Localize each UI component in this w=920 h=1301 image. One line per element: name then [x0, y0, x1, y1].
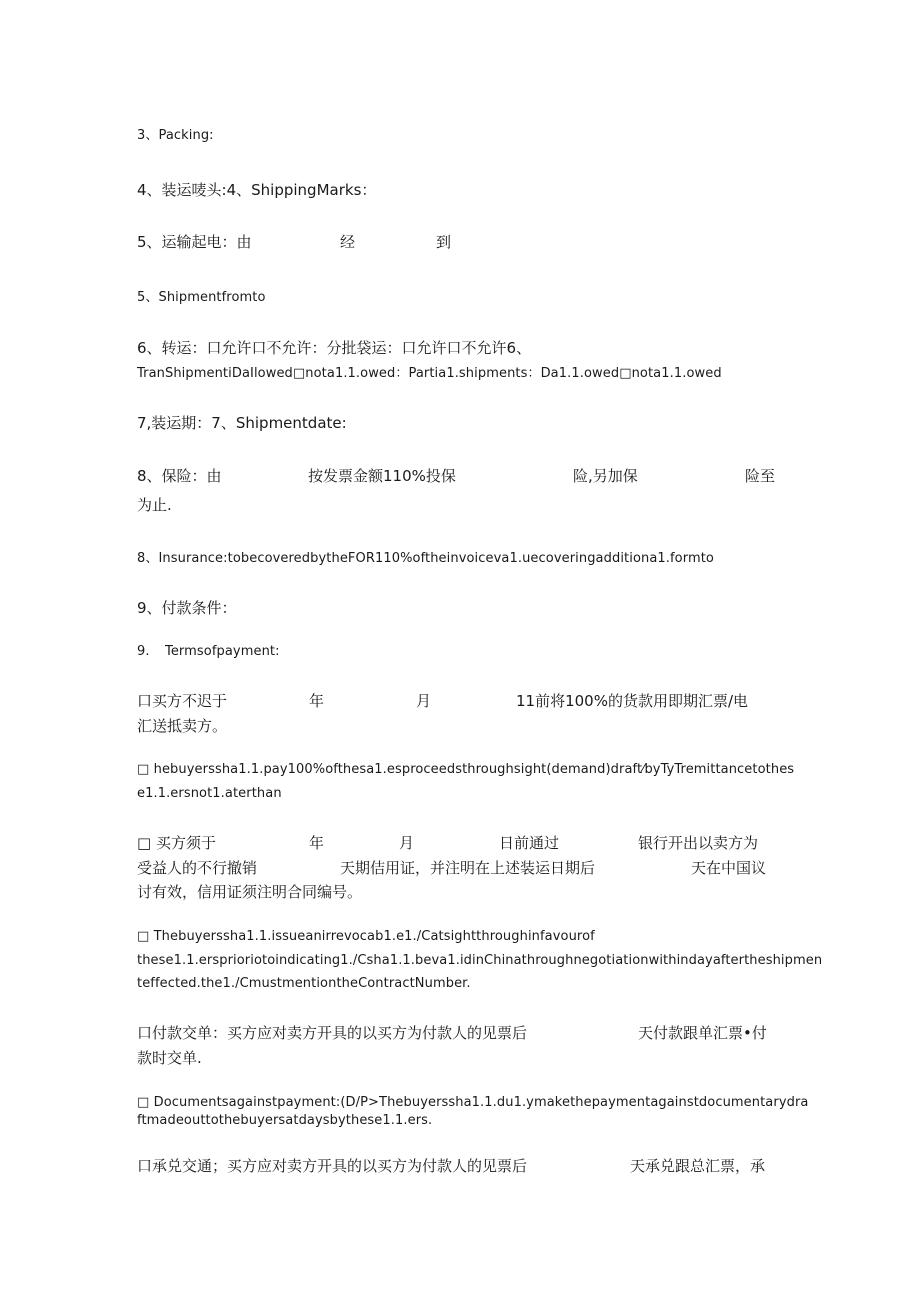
lc-valid-label: 天在中国议: [691, 859, 767, 877]
shipment-date-line: 7,装运期：7、Shipmentdate:: [137, 414, 347, 432]
lc-en-line-3: teffected.the1./CmustmentiontheContractNumber.: [137, 976, 471, 991]
transport-via-label: 经: [340, 233, 356, 251]
lc-checkbox-label: □ 买方须于: [137, 834, 216, 852]
shipment-from-line: 5、Shipmentfromto: [137, 290, 266, 305]
transport-to-label: 到: [436, 233, 452, 251]
payment-terms-zh: 9、付款条件：: [137, 599, 237, 617]
payment-terms-en: Termsofpayment:: [165, 644, 280, 659]
dp-label: 口付款交单：买方应对卖方开具的以买方为付款人的见票后: [137, 1024, 528, 1042]
lc-en-line-1: □ Thebuyerssha1.1.issueanirrevocab1.e1./Catsightthroughinfavourof: [137, 929, 595, 944]
tt-checkbox-label: 口买方不迟于: [137, 692, 228, 710]
lc-month-label: 月: [399, 834, 415, 852]
packing-line: 3、Packing:: [137, 128, 214, 143]
dp-en-line-1: □ Documentsagainstpayment:(D/P>Thebuyerssha1.1.du1.ymakethepaymentagainstdocumentarydra: [137, 1095, 809, 1110]
tt-day-label: 11前将100%的货款用即期汇票/电: [516, 692, 749, 710]
tt-zh-line: [137, 690, 797, 710]
insurance-by-label: 8、保险：由: [137, 467, 222, 485]
lc-zh-line-1: [137, 832, 797, 852]
insurance-additional-label: 险,另加保: [573, 467, 638, 485]
payment-terms-number: 9.: [137, 644, 150, 659]
dp-zh-end: 款时交单.: [137, 1049, 202, 1067]
dp-days-label: 天付款跟单汇票•付: [638, 1024, 767, 1042]
transport-from-label: 5、运输起电：由: [137, 233, 252, 251]
da-zh-line: [137, 1155, 797, 1175]
da-days-label: 天承兑跟总汇票，承: [630, 1157, 766, 1175]
insurance-until-label: 险至: [745, 467, 776, 485]
lc-year-label: 年: [309, 834, 325, 852]
lc-beneficiary-label: 受益人的不行撤销: [137, 859, 258, 877]
tt-zh-end: 汇送抵卖方。: [137, 717, 228, 735]
lc-bank-label: 银行开出以卖方为: [638, 834, 759, 852]
insurance-en-line: 8、Insurance:tobecoveredbytheFOR110%oftheinvoiceva1.uecoveringadditiona1.formto: [137, 551, 714, 566]
transshipment-en-line: TranShipmentiDaIlowed□nota1.1.owed：Partia1.shipments：Da1.1.owed□nota1.1.owed: [137, 366, 722, 381]
tt-month-label: 月: [416, 692, 432, 710]
insurance-zh-end: 为止.: [137, 496, 172, 514]
transshipment-zh-line: 6、转运：口允许口不允许：分批袋运：口允许口不允许6、: [137, 339, 532, 357]
da-label: 口承兑交通；买方应对卖方开具的以买方为付款人的见票后: [137, 1157, 528, 1175]
dp-en-line-2: ftmadeouttothebuyersatdaysbythese1.1.ers.: [137, 1113, 433, 1128]
dp-zh-line: [137, 1022, 797, 1042]
lc-day-label: 日前通过: [499, 834, 560, 852]
insurance-amount-label: 按发票金额110%投保: [308, 467, 456, 485]
lc-zh-line-3: 讨有效，信用证须注明合同编号。: [137, 883, 363, 901]
lc-en-line-2: these1.1.ersprioriotoindicating1./Csha1.1.beva1.idinChinathroughnegotiationwithindayaftertheshipmen: [137, 953, 823, 968]
transport-route-line: [137, 231, 797, 251]
lc-days-label: 天期佶用证，并注明在上述装运日期后: [340, 859, 596, 877]
payment-terms-en-line: [137, 644, 797, 664]
tt-year-label: 年: [309, 692, 325, 710]
tt-en-line-1: □ hebuyerssha1.1.pay100%ofthesa1.esproceedsthroughsight(demand)draft⁄byTyTremittancetothes: [137, 762, 795, 777]
lc-zh-line-2: [137, 857, 797, 877]
insurance-zh-line: [137, 465, 797, 485]
shipping-marks-line: 4、装运唛头:4、ShippingMarks：: [137, 181, 377, 199]
tt-en-line-2: e1.1.ersnot1.aterthan: [137, 786, 282, 801]
